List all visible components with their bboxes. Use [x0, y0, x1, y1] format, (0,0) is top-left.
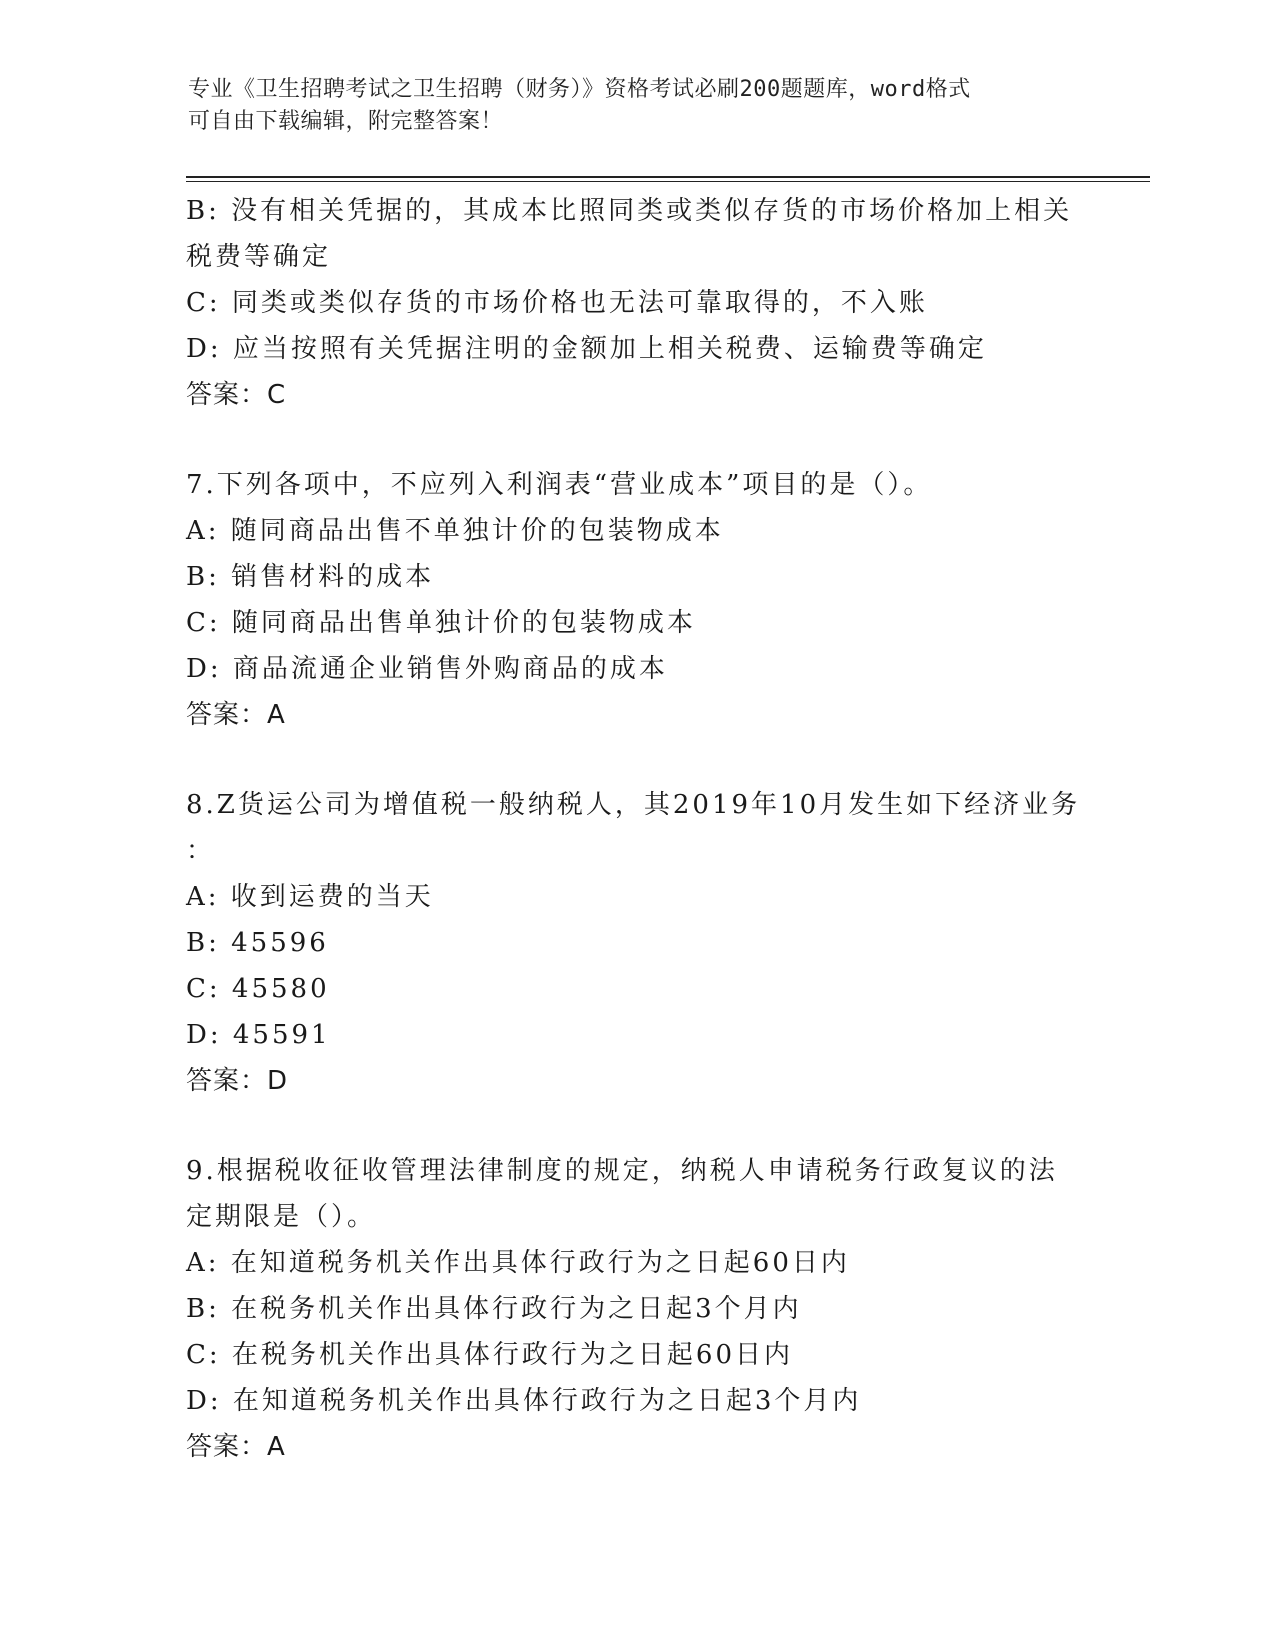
header-line-2: 可自由下载编辑，附完整答案！	[188, 109, 504, 134]
answer: 答案：A	[186, 700, 286, 730]
answer: 答案：D	[186, 1066, 289, 1096]
option-a: A: 随同商品出售不单独计价的包装物成本	[186, 516, 724, 546]
option-c: C: 随同商品出售单独计价的包装物成本	[186, 608, 696, 638]
option-c: C: 同类或类似存货的市场价格也无法可靠取得的，不入账	[186, 288, 928, 318]
option-d: D: 应当按照有关凭据注明的金额加上相关税费、运输费等确定	[186, 334, 987, 364]
option-a: A: 收到运费的当天	[186, 882, 434, 912]
question-stem-line-2: 定期限是（）。	[186, 1202, 377, 1232]
option-b: B: 45596	[186, 928, 329, 958]
answer: 答案：A	[186, 1432, 286, 1462]
spacer	[186, 1104, 1146, 1148]
header-divider	[186, 176, 1150, 182]
spacer	[186, 738, 1146, 782]
question-stem-line-1: 9.根据税收征收管理法律制度的规定，纳税人申请税务行政复议的法	[186, 1156, 1058, 1186]
question-7	[186, 462, 1146, 738]
option-b: B: 销售材料的成本	[186, 562, 435, 592]
header-line-1: 专业《卫生招聘考试之卫生招聘（财务）》资格考试必刷200题题库，word格式	[188, 77, 971, 102]
question-8	[186, 782, 1146, 1104]
question-list	[186, 188, 1146, 1470]
option-b: B: 在税务机关作出具体行政行为之日起3个月内	[186, 1294, 802, 1324]
option-c: C: 在税务机关作出具体行政行为之日起60日内	[186, 1340, 794, 1370]
option-c: C: 45580	[186, 974, 330, 1004]
answer: 答案：C	[186, 380, 287, 410]
question-stem-line-2: ：	[186, 836, 216, 866]
option-d: D: 在知道税务机关作出具体行政行为之日起3个月内	[186, 1386, 862, 1416]
question-6	[186, 188, 1146, 418]
option-d: D: 商品流通企业销售外购商品的成本	[186, 654, 668, 684]
option-b-line-2: 税费等确定	[186, 242, 332, 272]
spacer	[186, 418, 1146, 462]
option-b-line-1: B: 没有相关凭据的，其成本比照同类或类似存货的市场价格加上相关	[186, 196, 1073, 226]
question-stem: 7.下列各项中，不应列入利润表“营业成本”项目的是（）。	[186, 470, 933, 500]
document-header	[188, 74, 1088, 138]
question-stem-line-1: 8.Z货运公司为增值税一般纳税人，其2019年10月发生如下经济业务	[186, 790, 1081, 820]
question-9	[186, 1148, 1146, 1470]
option-d: D: 45591	[186, 1020, 331, 1050]
option-a: A: 在知道税务机关作出具体行政行为之日起60日内	[186, 1248, 850, 1278]
